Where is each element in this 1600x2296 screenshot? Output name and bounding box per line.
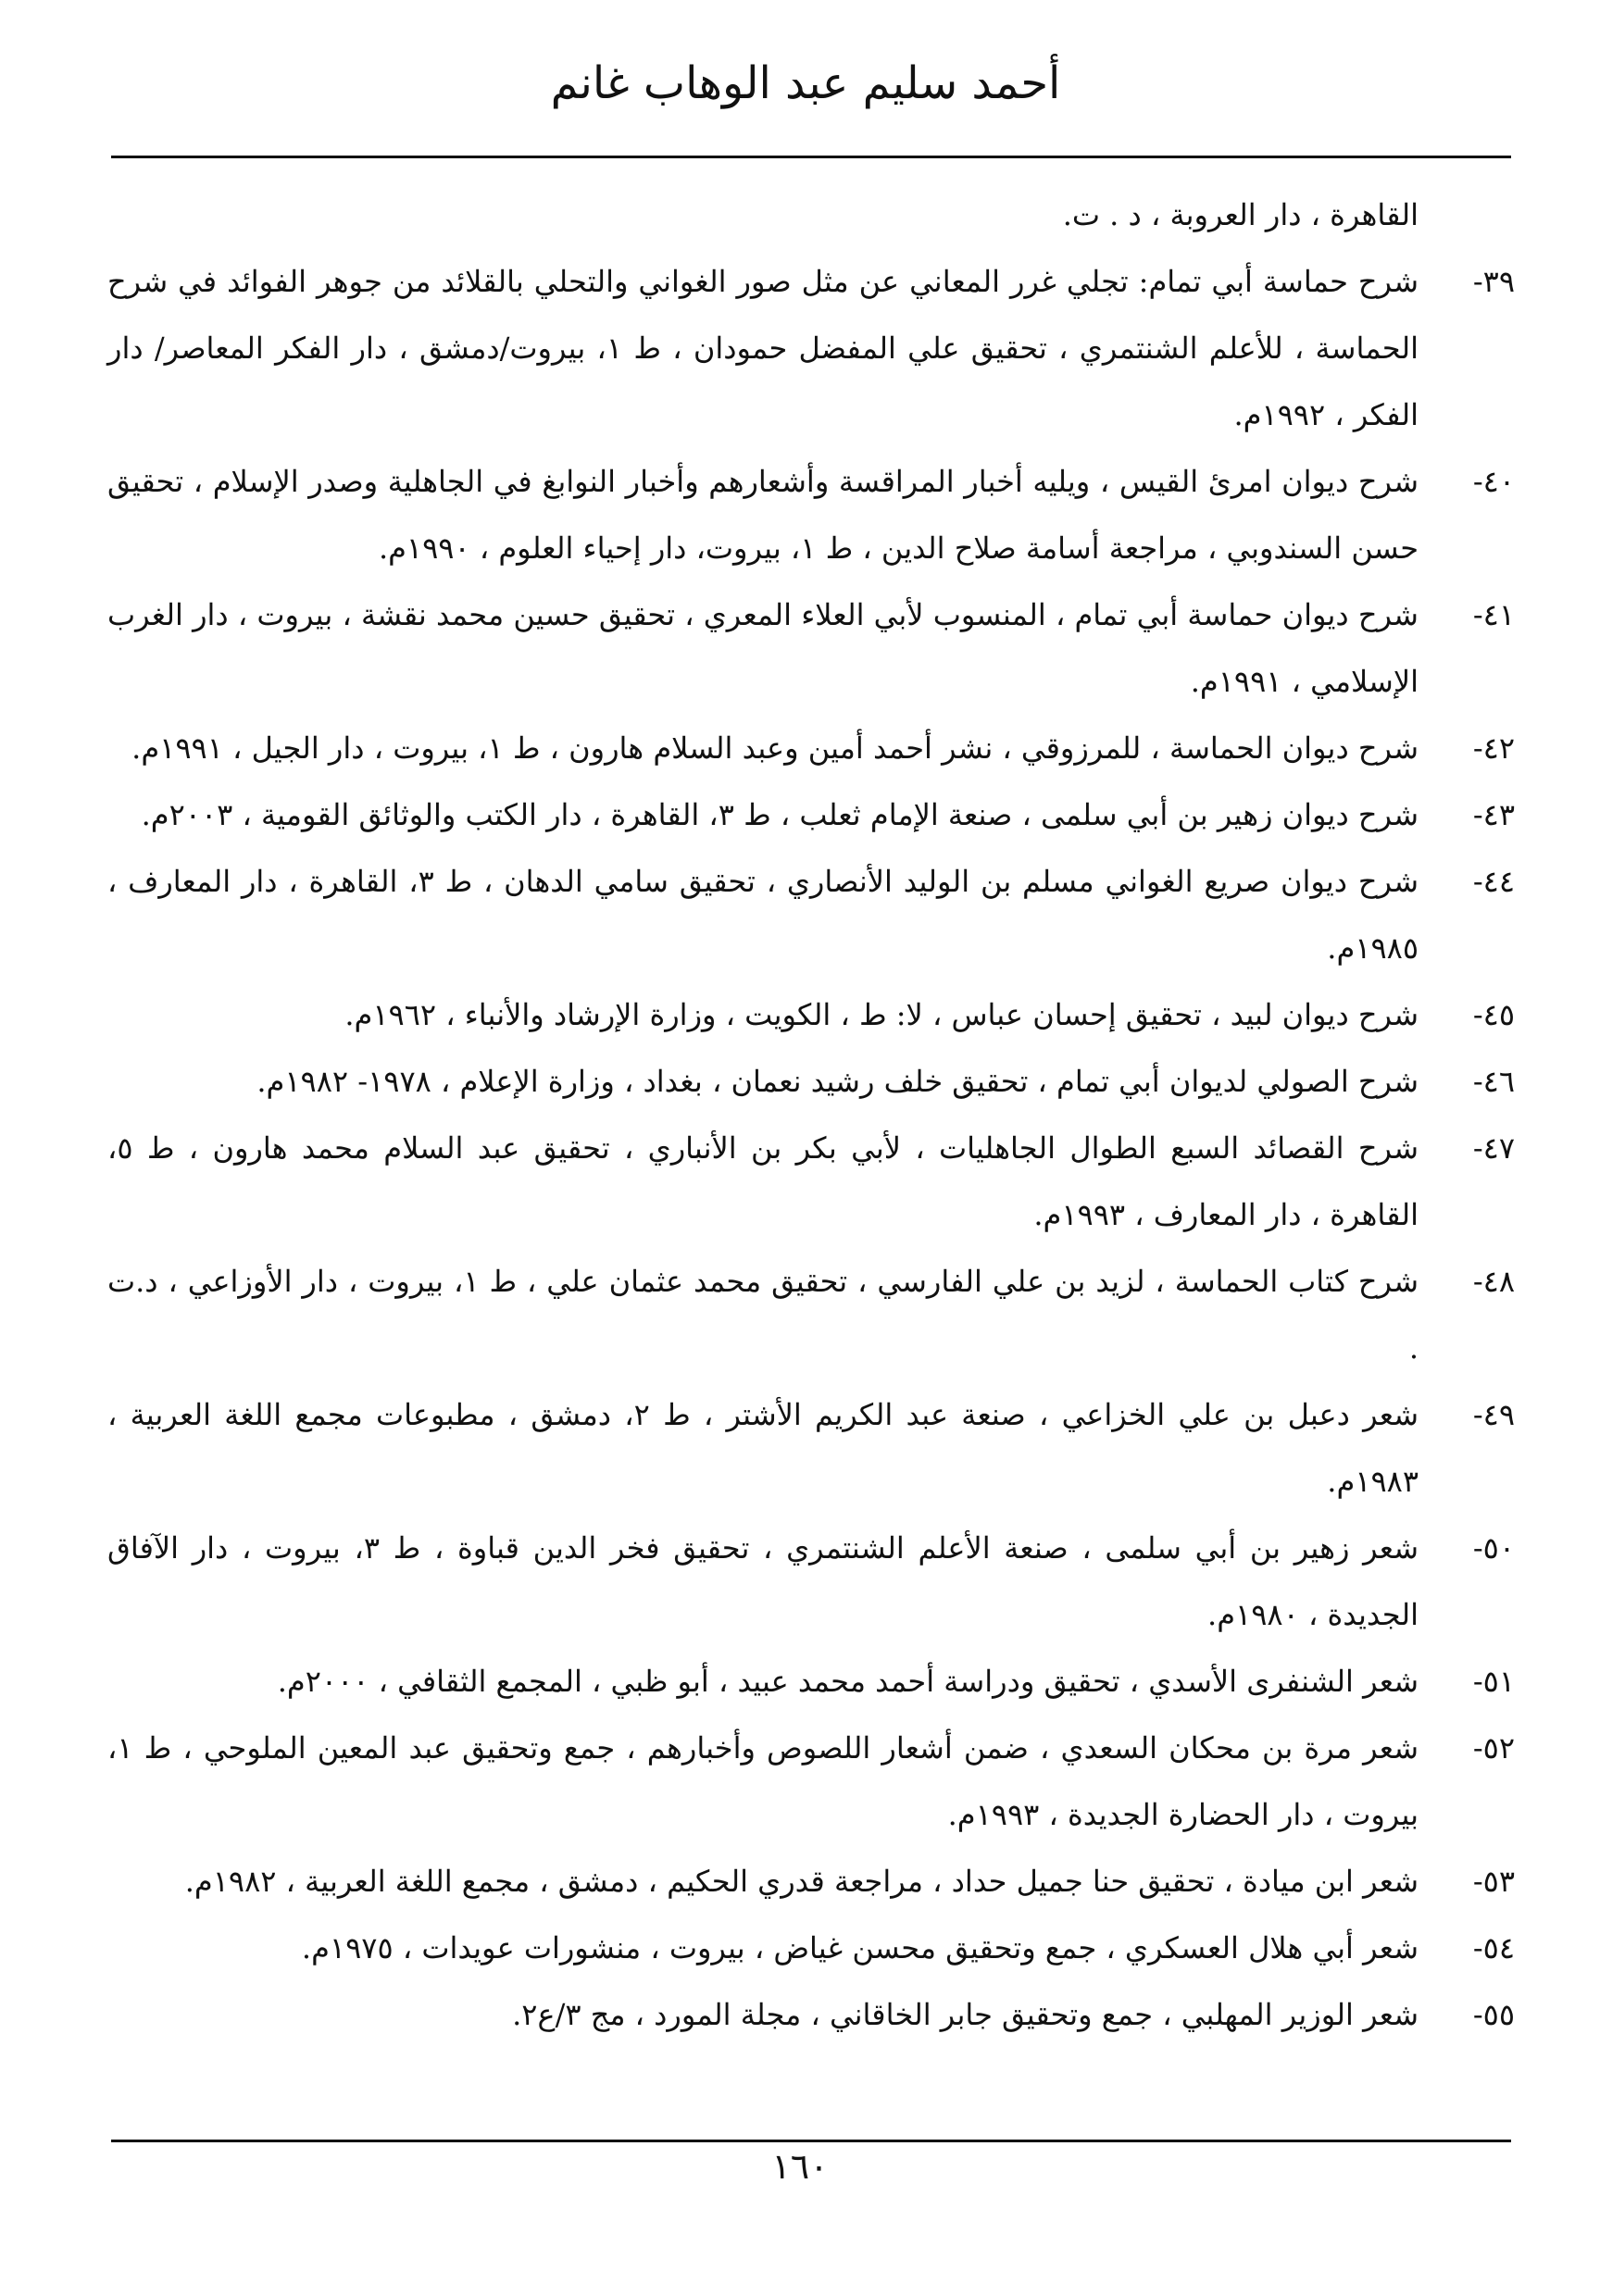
- running-header-author: أحمد سليم عبد الوهاب غانم: [550, 57, 1061, 109]
- entry-text: شعر أبي هلال العسكري ، جمع وتحقيق محسن غياض ، بيروت ، منشورات عويدات ، ١٩٧٥م.: [301, 1930, 1419, 1965]
- bibliography-entry-42: [107, 715, 1515, 781]
- entry-text: شرح الصولي لديوان أبي تمام ، تحقيق خلف رشيد نعمان ، بغداد ، وزارة الإعلام ، ١٩٧٨- ١٩٨٢م.: [256, 1064, 1419, 1099]
- entry-text: القاهرة ، دار العروبة ، د . ت.: [1062, 197, 1419, 232]
- entry-number: ٥٠-: [1472, 1530, 1515, 1566]
- bibliography-entry-46: [107, 1048, 1515, 1115]
- entry-number: ٣٩-: [1472, 264, 1515, 299]
- entry-text: شرح حماسة أبي تمام: تجلي غرر المعاني عن مثل صور الغواني والتحلي بالقلائد من جوهر الفوائد في شرح الحماسة ، للأعلم الشنتمري ، تحقيق علي المفضل حمودان ، ط ١، بيروت/دمشق ، دار الفكر المعاصر/ دار الفكر ، ١٩٩٢م.: [107, 264, 1419, 432]
- bibliography-entry-44: [107, 848, 1515, 981]
- bibliography-entry-39: [107, 248, 1515, 448]
- entry-text: شعر دعبل بن علي الخزاعي ، صنعة عبد الكريم الأشتر ، ط ٢، دمشق ، مطبوعات مجمع اللغة العربية ، ١٩٨٣م.: [107, 1397, 1419, 1499]
- bibliography-entry-55: [107, 1981, 1515, 2048]
- bibliography-entry-45: [107, 981, 1515, 1048]
- entry-number: ٤٥-: [1472, 997, 1515, 1032]
- entry-text: شعر زهير بن أبي سلمى ، صنعة الأعلم الشنتمري ، تحقيق فخر الدين قباوة ، ط ٣، بيروت ، دار الآفاق الجديدة ، ١٩٨٠م.: [107, 1530, 1419, 1632]
- entry-text: شعر ابن ميادة ، تحقيق حنا جميل حداد ، مراجعة قدري الحكيم ، دمشق ، مجمع اللغة العربية ، ١٩٨٢م.: [184, 1864, 1419, 1899]
- entry-text: شرح ديوان زهير بن أبي سلمى ، صنعة الإمام ثعلب ، ط ٣، القاهرة ، دار الكتب والوثائق القومية ، ٢٠٠٣م.: [141, 797, 1419, 832]
- entry-number: ٥٣-: [1472, 1864, 1515, 1899]
- bibliography-entry-41: [107, 581, 1515, 715]
- entry-number: ٥٢-: [1472, 1730, 1515, 1766]
- entry-text: شرح ديوان لبيد ، تحقيق إحسان عباس ، لا: ط ، الكويت ، وزارة الإرشاد والأنباء ، ١٩٦٢م.: [344, 997, 1419, 1032]
- bibliography-entry-52: [107, 1715, 1515, 1848]
- entry-number: ٤٨-: [1472, 1264, 1515, 1299]
- entry-text: شعر الوزير المهلبي ، جمع وتحقيق جابر الخاقاني ، مجلة المورد ، مج ٣/ع٢.: [512, 1997, 1419, 2032]
- entry-number: ٥١-: [1472, 1664, 1515, 1699]
- entry-number: ٤٩-: [1472, 1397, 1515, 1432]
- bibliography-entry-51: [107, 1648, 1515, 1715]
- entry-text: شعر الشنفرى الأسدي ، تحقيق ودراسة أحمد محمد عبيد ، أبو ظبي ، المجمع الثقافي ، ٢٠٠٠م.: [277, 1664, 1419, 1699]
- entry-text: شعر مرة بن محكان السعدي ، ضمن أشعار اللصوص وأخبارهم ، جمع وتحقيق عبد المعين الملوحي ، ط ١، بيروت ، دار الحضارة الجديدة ، ١٩٩٣م.: [107, 1730, 1419, 1832]
- footer-rule: [111, 2140, 1511, 2142]
- bibliography-entry-49: [107, 1381, 1515, 1515]
- entry-number: ٥٤-: [1472, 1930, 1515, 1965]
- bibliography-entry-50: [107, 1515, 1515, 1648]
- bibliography-entry-48: [107, 1248, 1515, 1381]
- entry-text: شرح كتاب الحماسة ، لزيد بن علي الفارسي ، تحقيق محمد عثمان علي ، ط ١، بيروت ، دار الأوزاعي ، د.ت .: [107, 1264, 1419, 1366]
- entry-number: ٤٠-: [1472, 464, 1515, 499]
- entry-number: ٤١-: [1472, 597, 1515, 632]
- bibliography-entry-53: [107, 1848, 1515, 1915]
- entry-number: ٥٥-: [1472, 1997, 1515, 2032]
- bibliography-entry-40: [107, 448, 1515, 581]
- entry-number: ٤٣-: [1472, 797, 1515, 832]
- entry-number: ٤٧-: [1472, 1130, 1515, 1166]
- entry-number: ٤٢-: [1472, 730, 1515, 766]
- entry-text: شرح ديوان امرئ القيس ، ويليه أخبار المراقسة وأشعارهم وأخبار النوابغ في الجاهلية وصدر الإسلام ، تحقيق حسن السندوبي ، مراجعة أسامة صلاح الدين ، ط ١، بيروت، دار إحياء العلوم ، ١٩٩٠م.: [107, 464, 1419, 566]
- bibliography-entry-43: [107, 781, 1515, 848]
- entry-number: ٤٦-: [1472, 1064, 1515, 1099]
- entry-text: شرح القصائد السبع الطوال الجاهليات ، لأبي بكر بن الأنباري ، تحقيق عبد السلام محمد هارون ، ط ٥، القاهرة ، دار المعارف ، ١٩٩٣م.: [107, 1130, 1419, 1232]
- header-rule: [111, 156, 1511, 158]
- entry-number: ٤٤-: [1472, 864, 1515, 899]
- bibliography-entry-54: [107, 1915, 1515, 1981]
- bibliography-entry-47: [107, 1115, 1515, 1248]
- page-number: ١٦٠: [771, 2146, 829, 2187]
- continuation-line: [107, 181, 1515, 248]
- entry-text: شرح ديوان حماسة أبي تمام ، المنسوب لأبي العلاء المعري ، تحقيق حسين محمد نقشة ، بيروت ، دار الغرب الإسلامي ، ١٩٩١م.: [107, 597, 1419, 699]
- bibliography-list: [107, 181, 1515, 2048]
- entry-text: شرح ديوان الحماسة ، للمرزوقي ، نشر أحمد أمين وعبد السلام هارون ، ط ١، بيروت ، دار الجيل ، ١٩٩١م.: [131, 730, 1419, 766]
- entry-text: شرح ديوان صريع الغواني مسلم بن الوليد الأنصاري ، تحقيق سامي الدهان ، ط ٣، القاهرة ، دار المعارف ، ١٩٨٥م.: [107, 864, 1419, 966]
